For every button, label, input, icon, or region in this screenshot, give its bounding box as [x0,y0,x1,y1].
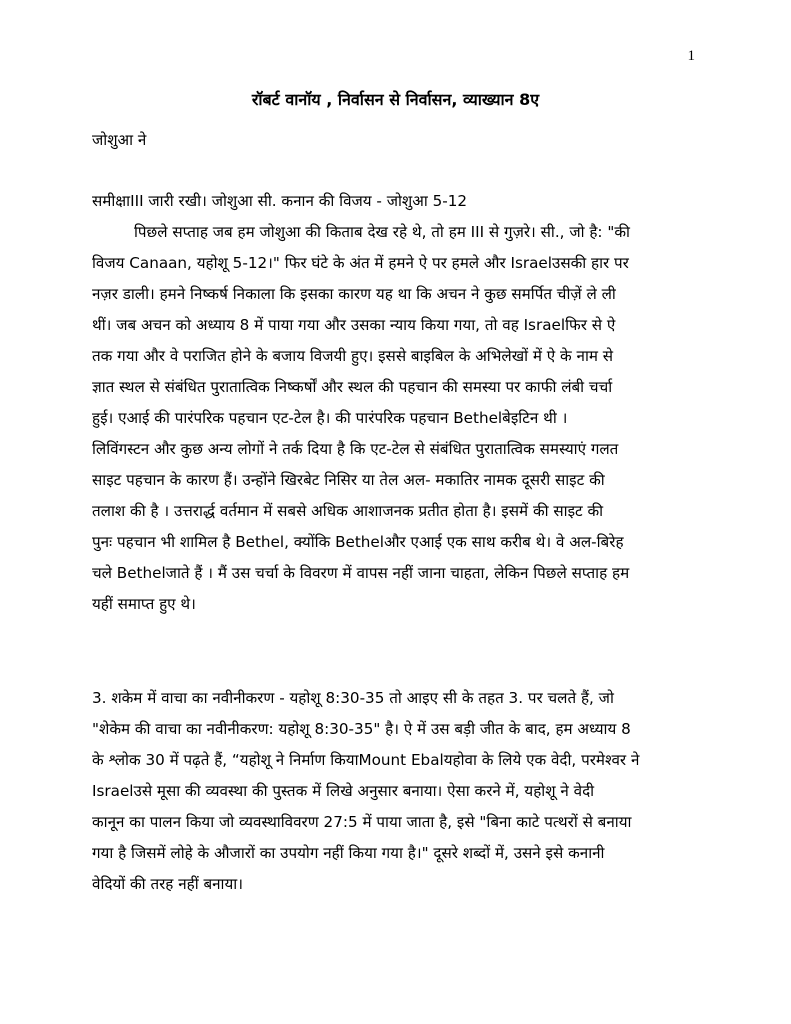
paragraph-2 [92,683,712,900]
paragraph-line: साइट पहचान के कारण हैं। उन्होंने खिरबेट निसिर या तेल अल- मकातिर नामक दूसरी साइट की [92,471,605,489]
paragraph-line: समीक्षाIII जारी रखी। जोशुआ सी. कनान की विजय - जोशुआ 5-12 [92,192,468,210]
paragraph-line: थीं। जब अचन को अध्याय 8 में पाया गया और उसका न्याय किया गया, तो वह Israelफिर से ऐ [92,316,616,334]
paragraph-line: यहीं समाप्त हुए थे। [92,595,196,613]
paragraph-line: Israelउसे मूसा की व्यवस्था की पुस्तक में लिखे अनुसार बनाया। ऐसा करने में, यहोशू ने वेदी [92,782,595,800]
paragraph-line: नज़र डाली। हमने निष्कर्ष निकाला कि इसका कारण यह था कि अचन ने कुछ समर्पित चीज़ें ले ली [92,285,616,303]
paragraph-line: "शेकेम की वाचा का नवीनीकरण: यहोशू 8:30-35" है। ऐ में उस बड़ी जीत के बाद, हम अध्याय 8 [92,720,631,738]
paragraph-line: चले Bethelजाते हैं । मैं उस चर्चा के विवरण में वापस नहीं जाना चाहता, लेकिन पिछले सप्ताह हम [92,564,630,582]
section-heading-line: 3. शकेम में वाचा का नवीनीकरण - यहोशू 8:30-35 तो आइए सी के तहत 3. पर चलते हैं, जो [92,689,614,707]
paragraph-line: लिविंगस्टन और कुछ अन्य लोगों ने तर्क दिया है कि एट-टेल से संबंधित पुरातात्विक समस्याएं गलत [92,440,619,458]
paragraph-line: पुनः पहचान भी शामिल है Bethel, क्योंकि Bethelऔर एआई एक साथ करीब थे। वे अल-बिरेह [92,533,624,551]
paragraph-line: ज्ञात स्थल से संबंधित पुरातात्विक निष्कर्षों और स्थल की पहचान की समस्या पर काफी लंबी चर्चा [92,378,613,396]
paragraph-line: हुई। एआई की पारंपरिक पहचान एट-टेल है। की पारंपरिक पहचान Bethelबेइटिन थी । [92,409,568,427]
intro-line: जोशुआ ने [92,131,147,149]
page-number: 1 [687,48,695,64]
paragraph-line: कानून का पालन किया जो व्यवस्थाविवरण 27:5 में पाया जाता है, इसे "बिना काटे पत्थरों से बनाया [92,813,632,831]
paragraph-1 [92,186,712,620]
intro-block [92,125,712,156]
paragraph-line: वेदियों की तरह नहीं बनाया। [92,875,243,893]
paragraph-line: गया है जिसमें लोहे के औजारों का उपयोग नहीं किया गया है।" दूसरे शब्दों में, उसने इसे कनानी [92,844,605,862]
paragraph-line: विजय Canaan, यहोशू 5-12।" फिर घंटे के अंत में हमने ऐ पर हमले और Israelउसकी हार पर [92,254,629,272]
paragraph-line: तक गया और वे पराजित होने के बजाय विजयी हुए। इससे बाइबिल के अभिलेखों में ऐ के नाम से [92,347,614,365]
lecture-title: रॉबर्ट वानॉय , निर्वासन से निर्वासन, व्याख्यान 8ए [251,90,540,109]
paragraph-line: पिछले सप्ताह जब हम जोशुआ की किताब देख रहे थे, तो हम III से गुज़रे। सी., जो है: "की [134,223,630,241]
paragraph-line: के श्लोक 30 में पढ़ते हैं, “यहोशू ने निर्माण कियाMount Ebalयहोवा के लिये एक वेदी, परमेश्वर ने [92,751,640,769]
paragraph-line: तलाश की है । उत्तरार्द्ध वर्तमान में सबसे अधिक आशाजनक प्रतीत होता है। इसमें की साइट की [92,502,604,520]
